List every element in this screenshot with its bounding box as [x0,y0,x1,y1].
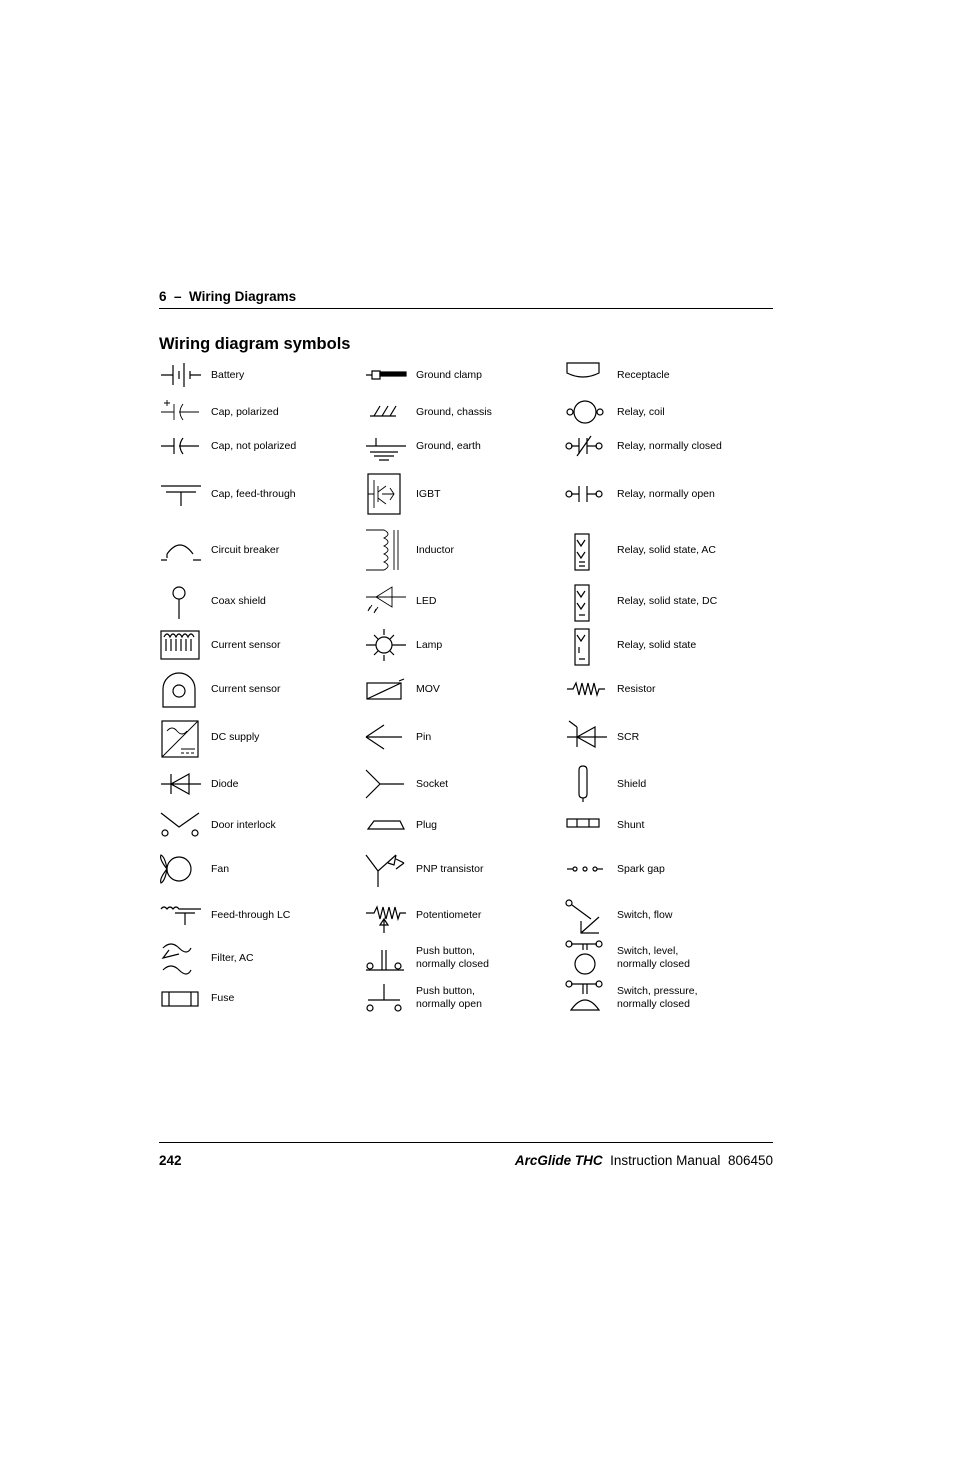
symbol-entry [565,764,765,804]
symbol-entry [364,764,564,804]
symbol-entry [364,526,564,574]
header-rule [159,308,773,309]
relay-solid-state-icon [565,625,609,665]
symbol-label: Cap, polarized [211,405,279,418]
plug-icon [364,805,408,845]
led-icon [364,579,408,623]
relay-solid-state-dc-icon [565,579,609,623]
symbol-label: Feed-through LC [211,908,291,921]
shunt-icon [565,805,609,845]
symbol-label: Cap, feed-through [211,487,296,500]
symbol-entry [364,357,564,393]
shield-icon [565,764,609,804]
symbol-entry [159,978,359,1018]
symbol-label: DC supply [211,730,260,743]
symbol-entry [565,526,765,574]
symbol-entry [159,764,359,804]
feed-through-lc-icon [159,895,203,935]
symbol-entry [364,805,564,845]
symbol-label: Switch, level, normally closed [617,945,690,970]
symbol-label: MOV [416,682,440,695]
symbol-entry [159,357,359,393]
symbol-entry [364,849,564,889]
symbol-label: Socket [416,777,449,790]
symbol-entry [159,526,359,574]
symbol-label: Relay, coil [617,405,665,418]
symbol-entry [565,895,765,935]
symbol-entry [364,579,564,623]
symbol-label: Circuit breaker [211,543,280,556]
symbol-entry [364,669,564,709]
symbol-label: Resistor [617,682,656,695]
footer-title [515,1152,773,1170]
symbol-entry [364,394,564,430]
switch-flow-icon [565,895,609,935]
symbol-entry [364,717,564,757]
chapter-title: 6 – Wiring Diagrams [159,289,297,304]
symbol-label: Ground clamp [416,368,482,381]
capacitor-polarized-icon [159,394,203,430]
part-number: 806450 [727,1153,773,1168]
chapter-header [159,288,773,306]
symbol-label: SCR [617,730,640,743]
ground-chassis-icon [364,394,408,430]
symbol-entry [565,849,765,889]
dc-supply-icon [159,717,203,757]
symbol-label: Relay, solid state [617,638,697,651]
igbt-icon [364,472,408,516]
symbol-entry [565,428,765,464]
inductor-icon [364,526,408,574]
door-interlock-icon [159,805,203,845]
symbol-label: Current sensor [211,682,281,695]
symbol-label: Shield [617,777,647,790]
symbol-entry [159,625,359,665]
socket-icon [364,764,408,804]
section-title: Wiring diagram symbols [159,335,351,353]
symbol-label: Door interlock [211,818,276,831]
symbol-label: Inductor [416,543,454,556]
diode-icon [159,764,203,804]
relay-no-icon [565,472,609,516]
receptacle-icon [565,357,609,393]
symbol-entry [159,669,359,709]
battery-icon [159,357,203,393]
symbol-entry [159,428,359,464]
relay-coil-icon [565,394,609,430]
ground-clamp-icon [364,357,408,393]
symbol-label: Potentiometer [416,908,482,921]
symbol-label: Switch, pressure, normally closed [617,985,698,1010]
symbol-label: Receptacle [617,368,670,381]
product-name: ArcGlide THC [514,1153,603,1168]
symbol-label: Relay, solid state, AC [617,543,717,556]
fuse-icon [159,978,203,1018]
symbol-label: Fuse [211,991,235,1004]
symbol-entry [159,895,359,935]
filter-ac-icon [159,938,203,978]
symbol-label: Diode [211,777,239,790]
symbol-label: Push button, normally closed [416,945,489,970]
symbol-entry [159,849,359,889]
current-sensor-toroid-icon [159,669,203,709]
symbol-label: Lamp [416,638,443,651]
page-number: 242 [159,1153,182,1168]
symbol-entry [364,895,564,935]
symbol-label: PNP transistor [416,862,484,875]
switch-pressure-icon [565,978,609,1018]
symbol-entry [159,805,359,845]
capacitor-feed-through-icon [159,472,203,516]
symbol-entry [364,625,564,665]
symbol-entry [565,472,765,516]
manual-name: Instruction Manual [610,1153,721,1168]
symbol-entry [565,579,765,623]
symbol-entry [159,717,359,757]
circuit-breaker-icon [159,526,203,574]
symbol-label: LED [416,594,437,607]
symbol-label: Relay, solid state, DC [617,594,718,607]
spark-gap-icon [565,849,609,889]
symbol-label: Ground, earth [416,439,481,452]
symbol-label: Cap, not polarized [211,439,297,452]
symbol-entry [159,394,359,430]
symbol-label: Relay, normally open [617,487,715,500]
resistor-icon [565,669,609,709]
symbol-label: Spark gap [617,862,665,875]
symbol-label: Push button, normally open [416,985,482,1010]
potentiometer-icon [364,895,408,935]
symbol-label: Battery [211,368,245,381]
capacitor-icon [159,428,203,464]
symbol-entry [159,938,359,978]
symbol-entry [565,357,765,393]
pin-icon [364,717,408,757]
mov-icon [364,669,408,709]
symbol-entry [159,579,359,623]
lamp-icon [364,625,408,665]
symbol-entry [565,625,765,665]
symbol-entry [565,978,765,1018]
symbol-label: Plug [416,818,438,831]
symbol-entry [565,938,765,978]
pnp-transistor-icon [364,849,408,889]
symbol-label: Fan [211,862,230,875]
symbol-entry [364,978,564,1018]
symbol-label: Pin [416,730,432,743]
page-footer [159,1152,773,1170]
footer-rule [159,1142,773,1143]
symbol-label: Filter, AC [211,951,254,964]
push-button-no-icon [364,978,408,1018]
fan-icon [159,849,203,889]
symbol-entry [159,472,359,516]
symbol-label: Ground, chassis [416,405,492,418]
symbol-entry [565,669,765,709]
ground-earth-icon [364,428,408,464]
symbol-entry [565,805,765,845]
relay-solid-state-ac-icon [565,526,609,574]
symbol-label: Coax shield [211,594,266,607]
current-sensor-coil-icon [159,625,203,665]
symbol-entry [364,938,564,978]
symbol-entry [565,394,765,430]
symbol-label: Shunt [617,818,645,831]
symbol-entry [364,472,564,516]
symbol-label: Relay, normally closed [617,439,722,452]
coax-shield-icon [159,579,203,623]
symbol-label: Switch, flow [617,908,673,921]
push-button-nc-icon [364,938,408,978]
relay-nc-icon [565,428,609,464]
scr-icon [565,717,609,757]
switch-level-icon [565,938,609,978]
symbol-label: Current sensor [211,638,281,651]
symbol-entry [364,428,564,464]
symbol-label: IGBT [416,487,441,500]
symbol-entry [565,717,765,757]
